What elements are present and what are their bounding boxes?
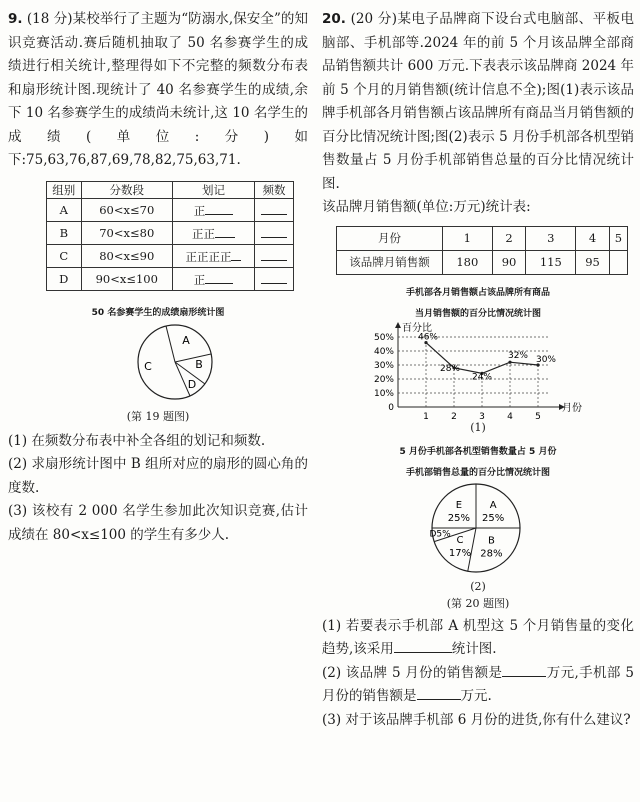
data-label: 30% [535, 354, 557, 365]
table-cell: 90 [492, 250, 526, 274]
data-label: 32% [507, 350, 529, 361]
answer-blank[interactable] [394, 639, 452, 653]
table-cell: 2 [492, 226, 526, 250]
q20-table-title: 该品牌月销售额(单位:万元)统计表: [322, 199, 531, 215]
x-tick-label: 4 [507, 411, 513, 419]
q19-stem [8, 8, 308, 173]
pie-label-b: B [195, 357, 203, 371]
table-header: 频数 [255, 181, 294, 198]
table-header: 分数段 [81, 181, 172, 198]
frequency-blank[interactable] [255, 198, 294, 221]
pie-divider [175, 354, 211, 362]
pie-slice-label: 25% [481, 512, 505, 524]
table-cell: 70<x≤80 [81, 221, 172, 244]
tally-cell[interactable]: 正 [172, 198, 254, 221]
table-cell [609, 250, 627, 274]
y-tick-label: 20% [373, 374, 394, 385]
table-row [337, 226, 628, 250]
table-cell: C [47, 244, 82, 267]
q20-score: (20 分) [350, 11, 398, 27]
table-cell: D [47, 267, 82, 290]
data-label: 24% [471, 371, 493, 382]
y-tick-label: 40% [373, 346, 394, 357]
q20-stem [322, 8, 634, 196]
q19-pie-chart [8, 318, 308, 404]
q19-sub2: (2) 求扇形统计图中 B 组所对应的扇形的圆心角的度数. [8, 456, 308, 496]
x-tick-label: 5 [535, 411, 541, 419]
frequency-table [46, 181, 294, 291]
pie-slice-name: C [456, 534, 464, 546]
pie-slice-name: B [487, 535, 495, 547]
frequency-blank[interactable] [255, 267, 294, 290]
table-cell: 60<x≤70 [81, 198, 172, 221]
table-row [47, 244, 294, 267]
pie-slice-label: D5% [429, 528, 451, 539]
q19-sub3: (3) 该校有 2 000 名学生参加此次知识竞赛,估计成绩在 80<x≤100 的学生有多少人. [8, 503, 308, 543]
table-cell: 月份 [337, 226, 443, 250]
x-tick-label: 3 [479, 411, 485, 419]
tally-cell[interactable]: 正 [172, 267, 254, 290]
q19-text: 某校举行了主题为“防溺水,保安全”的知识竞赛活动.赛后随机抽取了 50 名参赛学生的成绩进行相关统计,整理得如下不完整的频数分布表和扇形统计图.现统计了 40 名参赛学生的成绩,余下 10 名参赛学生的成绩尚未统计,这 10 名学生的成绩(单位:分)如下:75,63,76,87,69,78,82,75,63,71. [8, 11, 308, 168]
q19-sub1: (1) 在频数分布表中补全各组的划记和频数. [8, 432, 266, 449]
pie-slice-label: 25% [447, 512, 471, 524]
table-cell: 80<x≤90 [81, 244, 172, 267]
table-row [47, 267, 294, 290]
q20-sub2-text: (2) 该品牌 5 月份的销售额是 [322, 664, 503, 681]
pie-slice-label: 28% [480, 548, 503, 560]
pie-label-d: D [187, 377, 197, 391]
pie-label-c: C [144, 359, 152, 373]
table-cell: 95 [576, 250, 610, 274]
q19-number: 9. [8, 11, 23, 27]
table-cell: 4 [576, 226, 610, 250]
chart1-title-line1: 手机部各月销售额占该品牌所有商品 [405, 287, 550, 298]
chart1-sub-caption: (1) [470, 420, 486, 434]
y-tick-label: 50% [373, 332, 394, 343]
q20-sub2-text-end: 万元. [460, 688, 492, 704]
pie-divider [166, 326, 175, 362]
table-row [47, 221, 294, 244]
table-cell: 90<x≤100 [81, 267, 172, 290]
q19-score: (18 分) [26, 11, 73, 27]
q20-sub3: (3) 对于该品牌手机部 6 月份的进货,你有什么建议? [322, 711, 631, 728]
table-row [337, 250, 628, 274]
x-tick-label: 1 [423, 411, 429, 419]
table-cell: 3 [526, 226, 576, 250]
x-tick-label: 2 [451, 411, 457, 419]
x-axis-label: 月份 [562, 402, 582, 414]
q20-sub1-text-end: 统计图. [451, 641, 497, 657]
y-tick-label: 0 [388, 402, 394, 413]
y-axis-arrow [395, 322, 401, 328]
table-cell: 180 [443, 250, 493, 274]
q19-figure-caption: (第 19 题图) [126, 409, 190, 423]
q20-sub1 [322, 615, 634, 662]
y-tick-label: 30% [373, 360, 394, 371]
y-tick-label: 10% [373, 388, 394, 399]
frequency-blank[interactable] [255, 221, 294, 244]
q20-sub1-text: (1) 若要表示手机部 A 机型这 5 个月销售量的变化趋势,该采用 [322, 617, 634, 657]
table-cell: 1 [443, 226, 493, 250]
table-cell: B [47, 221, 82, 244]
data-label: 46% [417, 332, 439, 343]
q20-number: 20. [322, 11, 346, 27]
pie-slice-name: A [489, 499, 497, 511]
answer-blank[interactable] [417, 686, 461, 700]
y-axis-label: 百分比 [402, 322, 432, 334]
q20-sub2-text-mid: 万元,手机部 5 月份的销售额是 [322, 664, 634, 704]
tally-cell[interactable]: 正正 [172, 221, 254, 244]
pie-label-a: A [182, 333, 190, 347]
frequency-blank[interactable] [255, 244, 294, 267]
table-cell: 115 [526, 250, 576, 274]
line-chart [322, 319, 634, 419]
pie-slice-name: E [455, 499, 463, 511]
table-header: 组别 [47, 181, 82, 198]
answer-blank[interactable] [502, 663, 546, 677]
chart2-sub-caption: (2) [470, 579, 486, 593]
table-cell: 5 [609, 226, 627, 250]
q20-figure-caption: (第 20 题图) [446, 596, 510, 610]
sales-table [336, 226, 628, 275]
q20-text: 某电子品牌商下设台式电脑部、平板电脑部、手机部等.2024 年的前 5 个月该品牌全部商品销售额共计 600 万元.下表表示该品牌商 2024 年前 5 个月的月销售额(统计信息不全);图(1)表示该品牌手机部各月销售额占该品牌所有商品当月销售额的百分比情况统计图;图(2)表示 5 月份手机部各机型销售数量占 5 月份手机部销售总量的百分比情况统计图. [322, 11, 634, 192]
pie-slice-label: 17% [448, 547, 472, 559]
table-row [47, 198, 294, 221]
tally-cell[interactable]: 正正正正 [172, 244, 254, 267]
pie-chart [322, 478, 634, 576]
chart2-title-line1: 5 月份手机部各机型销售数量占 5 月份 [399, 446, 557, 457]
table-cell: 该品牌月销售额 [337, 250, 443, 274]
question-20 [322, 8, 634, 732]
table-header: 划记 [172, 181, 254, 198]
q19-pie-title: 50 名参赛学生的成绩扇形统计图 [91, 307, 225, 318]
data-label: 28% [439, 363, 461, 374]
question-19 [8, 8, 308, 547]
q20-sub2 [322, 662, 634, 709]
table-cell: A [47, 198, 82, 221]
chart1-title-line2: 当月销售额的百分比情况统计图 [414, 308, 541, 319]
chart2-title-line2: 手机部销售总量的百分比情况统计图 [405, 467, 550, 478]
